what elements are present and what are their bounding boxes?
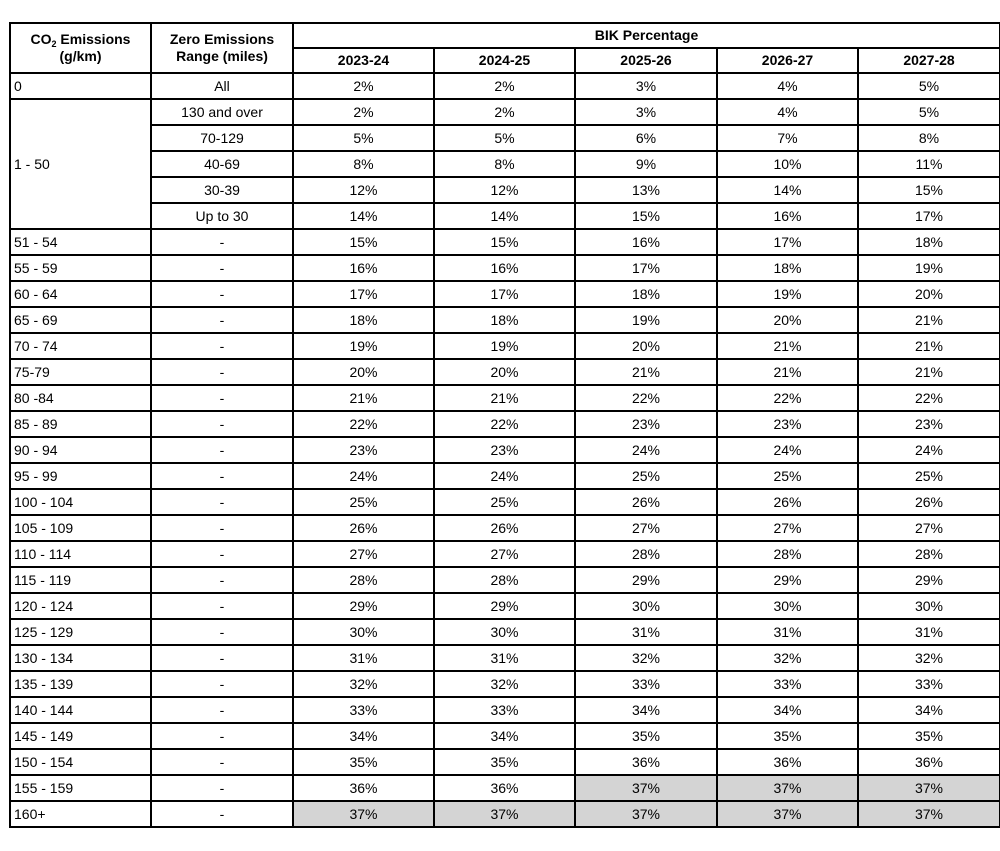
bik-value-cell: 16%	[293, 255, 434, 281]
bik-value-cell: 3%	[575, 99, 717, 125]
bik-value-cell: 29%	[434, 593, 575, 619]
table-row	[10, 359, 1000, 385]
bik-value-cell: 37%	[858, 801, 1000, 827]
bik-value-cell: 26%	[858, 489, 1000, 515]
bik-value-cell: 35%	[858, 723, 1000, 749]
bik-value-cell: 22%	[575, 385, 717, 411]
bik-value-cell: 32%	[717, 645, 858, 671]
table-row	[10, 125, 1000, 151]
year-header: 2024-25	[434, 48, 575, 73]
year-header: 2027-28	[858, 48, 1000, 73]
table-row	[10, 463, 1000, 489]
zero-emissions-range-cell: -	[151, 593, 293, 619]
bik-value-cell: 15%	[434, 229, 575, 255]
co2-band-cell: 80 -84	[10, 385, 151, 411]
bik-value-cell: 36%	[293, 775, 434, 801]
bik-value-cell: 30%	[717, 593, 858, 619]
bik-value-cell: 29%	[858, 567, 1000, 593]
bik-value-cell: 15%	[293, 229, 434, 255]
zero-emissions-range-cell: -	[151, 489, 293, 515]
zero-unit: Range (miles)	[176, 48, 268, 64]
bik-value-cell: 28%	[858, 541, 1000, 567]
bik-value-cell: 24%	[717, 437, 858, 463]
zero-emissions-range-cell: -	[151, 229, 293, 255]
bik-value-cell: 34%	[575, 697, 717, 723]
table-row	[10, 801, 1000, 827]
table-row	[10, 489, 1000, 515]
co2-band-cell: 95 - 99	[10, 463, 151, 489]
bik-value-cell: 31%	[858, 619, 1000, 645]
zero-emissions-range-cell: -	[151, 255, 293, 281]
table-row	[10, 619, 1000, 645]
co2-band-cell: 100 - 104	[10, 489, 151, 515]
bik-value-cell: 31%	[575, 619, 717, 645]
bik-value-cell: 22%	[858, 385, 1000, 411]
bik-value-cell: 11%	[858, 151, 1000, 177]
bik-value-cell: 37%	[858, 775, 1000, 801]
zero-emissions-range-cell: -	[151, 801, 293, 827]
co2-unit: (g/km)	[59, 48, 102, 64]
bik-value-cell: 27%	[717, 515, 858, 541]
co2-band-cell: 135 - 139	[10, 671, 151, 697]
bik-value-cell: 37%	[717, 801, 858, 827]
bik-value-cell: 34%	[434, 723, 575, 749]
bik-value-cell: 22%	[717, 385, 858, 411]
zero-emissions-range-cell: -	[151, 723, 293, 749]
zero-emissions-range-cell: -	[151, 515, 293, 541]
bik-value-cell: 33%	[293, 697, 434, 723]
co2-band-cell: 155 - 159	[10, 775, 151, 801]
zero-emissions-range-cell: Up to 30	[151, 203, 293, 229]
bik-value-cell: 28%	[575, 541, 717, 567]
bik-value-cell: 6%	[575, 125, 717, 151]
co2-band-cell: 120 - 124	[10, 593, 151, 619]
bik-value-cell: 25%	[858, 463, 1000, 489]
zero-emissions-range-cell: -	[151, 567, 293, 593]
bik-value-cell: 35%	[293, 749, 434, 775]
bik-value-cell: 24%	[575, 437, 717, 463]
bik-value-cell: 36%	[434, 775, 575, 801]
bik-value-cell: 25%	[293, 489, 434, 515]
bik-value-cell: 32%	[858, 645, 1000, 671]
bik-value-cell: 22%	[434, 411, 575, 437]
zero-emissions-range-cell: -	[151, 307, 293, 333]
bik-value-cell: 18%	[717, 255, 858, 281]
bik-value-cell: 25%	[575, 463, 717, 489]
zero-emissions-range-cell: -	[151, 749, 293, 775]
bik-value-cell: 27%	[434, 541, 575, 567]
bik-percentage-header: BIK Percentage	[293, 23, 1000, 48]
bik-value-cell: 37%	[575, 775, 717, 801]
co2-band-cell: 0	[10, 73, 151, 99]
bik-value-cell: 18%	[575, 281, 717, 307]
year-header: 2026-27	[717, 48, 858, 73]
co2-band-cell: 85 - 89	[10, 411, 151, 437]
bik-value-cell: 16%	[575, 229, 717, 255]
bik-value-cell: 26%	[293, 515, 434, 541]
bik-value-cell: 25%	[434, 489, 575, 515]
co2-band-cell: 115 - 119	[10, 567, 151, 593]
bik-value-cell: 21%	[858, 307, 1000, 333]
bik-value-cell: 10%	[717, 151, 858, 177]
co2-band-cell: 65 - 69	[10, 307, 151, 333]
bik-value-cell: 21%	[717, 333, 858, 359]
bik-value-cell: 8%	[858, 125, 1000, 151]
bik-value-cell: 9%	[575, 151, 717, 177]
co2-band-cell: 150 - 154	[10, 749, 151, 775]
bik-value-cell: 21%	[293, 385, 434, 411]
bik-value-cell: 28%	[717, 541, 858, 567]
bik-value-cell: 26%	[575, 489, 717, 515]
co2-band-cell: 125 - 129	[10, 619, 151, 645]
bik-value-cell: 32%	[575, 645, 717, 671]
zero-emissions-range-cell: 130 and over	[151, 99, 293, 125]
bik-value-cell: 29%	[293, 593, 434, 619]
zero-emissions-range-header	[151, 23, 293, 73]
bik-value-cell: 16%	[434, 255, 575, 281]
zero-emissions-range-cell: 70-129	[151, 125, 293, 151]
bik-value-cell: 8%	[434, 151, 575, 177]
table-row	[10, 99, 1000, 125]
co2-band-cell: 145 - 149	[10, 723, 151, 749]
co2-emissions-header	[10, 23, 151, 73]
co2-band-cell: 51 - 54	[10, 229, 151, 255]
bik-value-cell: 18%	[858, 229, 1000, 255]
bik-value-cell: 21%	[717, 359, 858, 385]
bik-value-cell: 20%	[717, 307, 858, 333]
header-row-1	[10, 23, 1000, 48]
bik-value-cell: 21%	[575, 359, 717, 385]
table-row	[10, 411, 1000, 437]
bik-value-cell: 26%	[717, 489, 858, 515]
bik-value-cell: 31%	[717, 619, 858, 645]
table-row	[10, 203, 1000, 229]
co2-band-cell: 110 - 114	[10, 541, 151, 567]
bik-value-cell: 34%	[858, 697, 1000, 723]
bik-value-cell: 35%	[717, 723, 858, 749]
table-row	[10, 541, 1000, 567]
bik-value-cell: 32%	[434, 671, 575, 697]
zero-emissions-range-cell: -	[151, 411, 293, 437]
table-row	[10, 567, 1000, 593]
bik-value-cell: 27%	[858, 515, 1000, 541]
table-row	[10, 307, 1000, 333]
year-header: 2023-24	[293, 48, 434, 73]
bik-value-cell: 23%	[858, 411, 1000, 437]
table-row	[10, 671, 1000, 697]
bik-value-cell: 23%	[434, 437, 575, 463]
table-row	[10, 437, 1000, 463]
zero-emissions-range-cell: -	[151, 281, 293, 307]
co2-band-cell: 60 - 64	[10, 281, 151, 307]
zero-emissions-range-cell: -	[151, 333, 293, 359]
zero-emissions-range-cell: -	[151, 463, 293, 489]
zero-emissions-range-cell: -	[151, 437, 293, 463]
bik-value-cell: 12%	[293, 177, 434, 203]
bik-value-cell: 19%	[717, 281, 858, 307]
bik-value-cell: 34%	[717, 697, 858, 723]
bik-value-cell: 37%	[575, 801, 717, 827]
bik-value-cell: 20%	[293, 359, 434, 385]
table-row	[10, 73, 1000, 99]
year-header: 2025-26	[575, 48, 717, 73]
bik-value-cell: 36%	[717, 749, 858, 775]
bik-value-cell: 30%	[858, 593, 1000, 619]
zero-emissions-range-cell: -	[151, 359, 293, 385]
bik-value-cell: 23%	[293, 437, 434, 463]
bik-value-cell: 19%	[434, 333, 575, 359]
bik-value-cell: 33%	[434, 697, 575, 723]
bik-value-cell: 8%	[293, 151, 434, 177]
bik-value-cell: 17%	[293, 281, 434, 307]
bik-value-cell: 37%	[293, 801, 434, 827]
bik-value-cell: 22%	[293, 411, 434, 437]
bik-value-cell: 2%	[293, 73, 434, 99]
bik-value-cell: 21%	[858, 333, 1000, 359]
bik-value-cell: 19%	[293, 333, 434, 359]
bik-value-cell: 21%	[434, 385, 575, 411]
zero-emissions-range-cell: -	[151, 671, 293, 697]
bik-value-cell: 14%	[434, 203, 575, 229]
co2-band-cell: 70 - 74	[10, 333, 151, 359]
co2-band-cell: 90 - 94	[10, 437, 151, 463]
bik-value-cell: 36%	[575, 749, 717, 775]
zero-emissions-range-cell: -	[151, 697, 293, 723]
bik-value-cell: 5%	[293, 125, 434, 151]
bik-value-cell: 30%	[575, 593, 717, 619]
bik-value-cell: 24%	[434, 463, 575, 489]
zero-emissions-range-cell: 40-69	[151, 151, 293, 177]
bik-value-cell: 14%	[293, 203, 434, 229]
table-row	[10, 385, 1000, 411]
bik-value-cell: 33%	[575, 671, 717, 697]
table-row	[10, 281, 1000, 307]
bik-value-cell: 28%	[434, 567, 575, 593]
bik-value-cell: 35%	[575, 723, 717, 749]
zero-emissions-range-cell: -	[151, 385, 293, 411]
bik-value-cell: 2%	[434, 99, 575, 125]
bik-value-cell: 24%	[293, 463, 434, 489]
bik-value-cell: 26%	[434, 515, 575, 541]
bik-value-cell: 33%	[717, 671, 858, 697]
bik-value-cell: 12%	[434, 177, 575, 203]
bik-value-cell: 7%	[717, 125, 858, 151]
bik-value-cell: 37%	[434, 801, 575, 827]
bik-value-cell: 34%	[293, 723, 434, 749]
bik-value-cell: 20%	[575, 333, 717, 359]
table-row	[10, 697, 1000, 723]
co2-band-cell: 130 - 134	[10, 645, 151, 671]
table-row	[10, 593, 1000, 619]
table-row	[10, 177, 1000, 203]
co2-label: $CO_2$ Emissions	[30, 31, 131, 49]
co2-band-cell: 75-79	[10, 359, 151, 385]
zero-emissions-range-cell: -	[151, 541, 293, 567]
bik-value-cell: 23%	[717, 411, 858, 437]
zero-emissions-range-cell: -	[151, 619, 293, 645]
table-row	[10, 723, 1000, 749]
bik-value-cell: 5%	[858, 73, 1000, 99]
table-row	[10, 515, 1000, 541]
zero-emissions-range-cell: -	[151, 775, 293, 801]
bik-value-cell: 18%	[434, 307, 575, 333]
bik-value-cell: 2%	[293, 99, 434, 125]
bik-value-cell: 37%	[717, 775, 858, 801]
bik-value-cell: 36%	[858, 749, 1000, 775]
bik-value-cell: 15%	[575, 203, 717, 229]
table-row	[10, 645, 1000, 671]
bik-value-cell: 32%	[293, 671, 434, 697]
bik-value-cell: 33%	[858, 671, 1000, 697]
table-row	[10, 229, 1000, 255]
bik-value-cell: 14%	[717, 177, 858, 203]
bik-value-cell: 29%	[575, 567, 717, 593]
bik-value-cell: 31%	[434, 645, 575, 671]
zero-emissions-range-cell: All	[151, 73, 293, 99]
table-row	[10, 749, 1000, 775]
bik-value-cell: 18%	[293, 307, 434, 333]
bik-value-cell: 3%	[575, 73, 717, 99]
bik-value-cell: 35%	[434, 749, 575, 775]
bik-value-cell: 29%	[717, 567, 858, 593]
bik-value-cell: 17%	[575, 255, 717, 281]
bik-value-cell: 19%	[858, 255, 1000, 281]
co2-band-cell: 140 - 144	[10, 697, 151, 723]
bik-percentage-table	[9, 22, 1000, 828]
bik-value-cell: 17%	[717, 229, 858, 255]
bik-value-cell: 25%	[717, 463, 858, 489]
bik-value-cell: 28%	[293, 567, 434, 593]
bik-value-cell: 30%	[293, 619, 434, 645]
bik-value-cell: 4%	[717, 99, 858, 125]
co2-band-cell: 55 - 59	[10, 255, 151, 281]
bik-value-cell: 17%	[858, 203, 1000, 229]
bik-value-cell: 2%	[434, 73, 575, 99]
co2-band-cell: 1 - 50	[10, 99, 151, 229]
table-row	[10, 775, 1000, 801]
bik-value-cell: 13%	[575, 177, 717, 203]
bik-value-cell: 19%	[575, 307, 717, 333]
bik-value-cell: 27%	[575, 515, 717, 541]
co2-band-cell: 105 - 109	[10, 515, 151, 541]
bik-value-cell: 31%	[293, 645, 434, 671]
table-row	[10, 255, 1000, 281]
bik-value-cell: 27%	[293, 541, 434, 567]
co2-band-cell: 160+	[10, 801, 151, 827]
bik-value-cell: 5%	[858, 99, 1000, 125]
bik-value-cell: 5%	[434, 125, 575, 151]
zero-emissions-range-cell: -	[151, 645, 293, 671]
bik-value-cell: 23%	[575, 411, 717, 437]
bik-value-cell: 21%	[858, 359, 1000, 385]
bik-value-cell: 20%	[858, 281, 1000, 307]
zero-label: Zero Emissions	[169, 31, 275, 47]
table-body	[10, 73, 1000, 827]
bik-value-cell: 20%	[434, 359, 575, 385]
bik-value-cell: 4%	[717, 73, 858, 99]
table-row	[10, 333, 1000, 359]
bik-value-cell: 15%	[858, 177, 1000, 203]
bik-value-cell: 30%	[434, 619, 575, 645]
table-row	[10, 151, 1000, 177]
zero-emissions-range-cell: 30-39	[151, 177, 293, 203]
bik-value-cell: 17%	[434, 281, 575, 307]
bik-value-cell: 16%	[717, 203, 858, 229]
bik-value-cell: 24%	[858, 437, 1000, 463]
